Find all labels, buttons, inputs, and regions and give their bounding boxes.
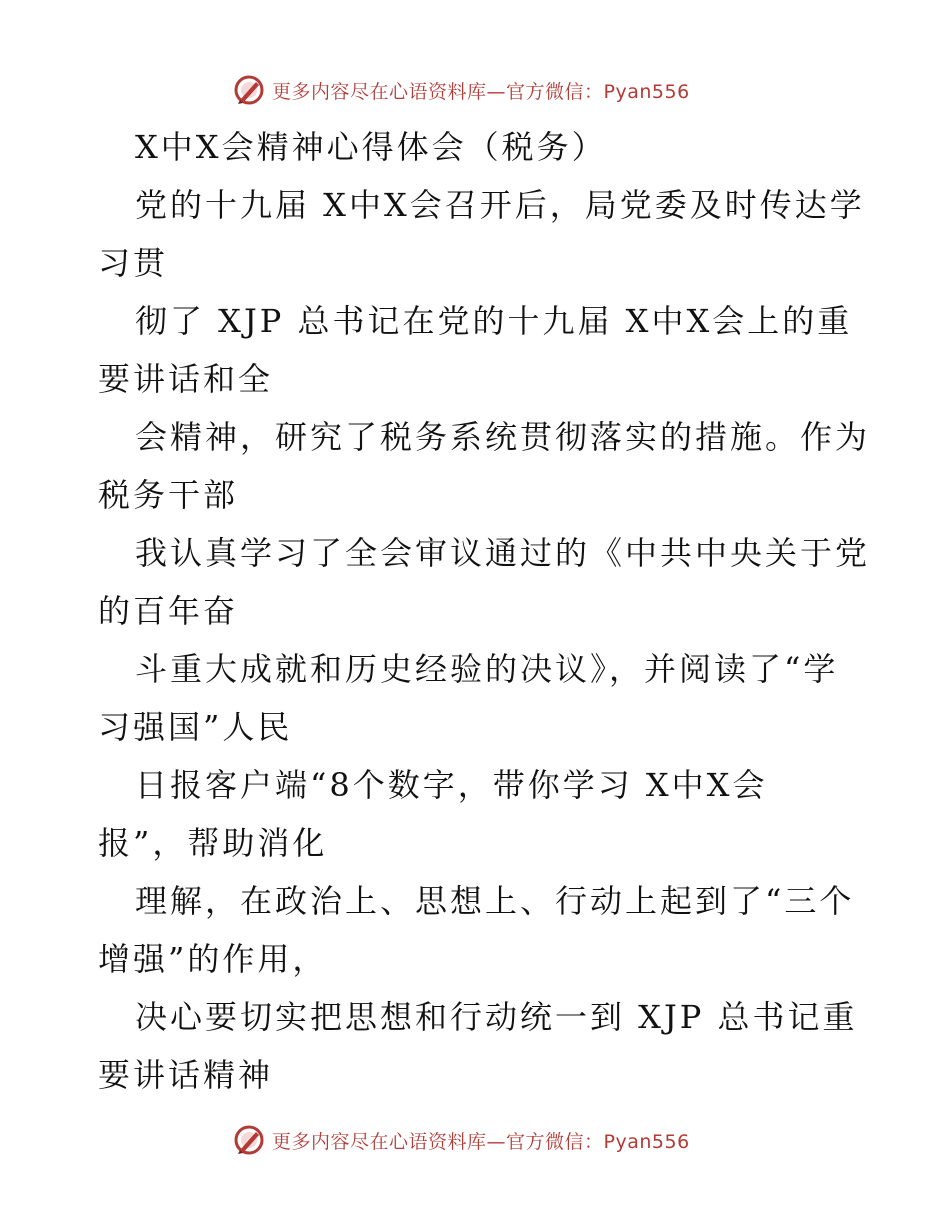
text-line: 斗重大成就和历史经验的决议》，并阅读了“学 xyxy=(135,650,839,688)
text-line: 习强国”人民 xyxy=(98,708,293,746)
text-line: 报”，帮助消化 xyxy=(98,824,328,862)
text-line: 党的十九届 X中X会召开后，局党委及时传达学 xyxy=(135,186,865,224)
text-line: 的百年奋 xyxy=(98,592,239,630)
watermark-banner-top xyxy=(232,72,690,108)
text-line: 会精神，研究了税务系统贯彻落实的措施。作为 xyxy=(135,418,871,456)
document-title: X中X会精神心得体会（税务） xyxy=(135,128,607,166)
text-line: 税务干部 xyxy=(98,476,239,514)
watermark-banner-bottom xyxy=(232,1122,690,1158)
text-line: 习贯 xyxy=(98,244,169,282)
text-line: 增强”的作用， xyxy=(98,940,328,978)
pen-circle-logo-icon xyxy=(232,1123,266,1157)
text-line: 要讲话精神 xyxy=(98,1056,274,1094)
text-line: 我认真学习了全会审议通过的《中共中央关于党 xyxy=(135,534,871,572)
text-line: 彻了 XJP 总书记在党的十九届 X中X会上的重 xyxy=(135,302,853,340)
text-line: 理解，在政治上、思想上、行动上起到了“三个 xyxy=(135,882,855,920)
text-line: 决心要切实把思想和行动统一到 XJP 总书记重 xyxy=(135,998,858,1036)
watermark-text: 更多内容尽在心语资料库—官方微信：Pyan556 xyxy=(272,80,690,103)
watermark-text: 更多内容尽在心语资料库—官方微信：Pyan556 xyxy=(272,1130,690,1153)
text-line: 要讲话和全 xyxy=(98,360,274,398)
pen-circle-logo-icon xyxy=(232,73,266,107)
text-line: 日报客户端“8个数字，带你学习 X中X会 xyxy=(135,766,768,804)
